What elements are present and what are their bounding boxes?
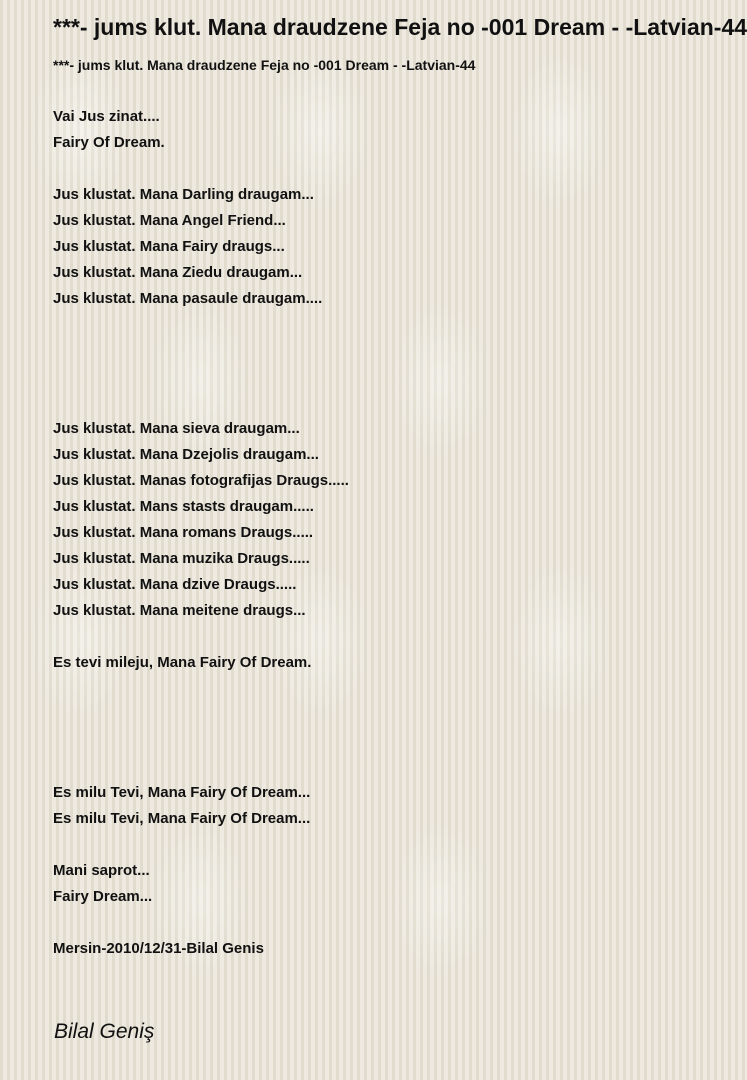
poem-line: Jus klustat. Mana romans Draugs..... xyxy=(53,524,314,541)
poem-line: Jus klustat. Mana Fairy draugs... xyxy=(53,238,285,255)
poem-line: Es tevi mileju, Mana Fairy Of Dream. xyxy=(53,654,312,671)
author-name: Bilal Geniş xyxy=(54,1020,155,1043)
poem-line: Jus klustat. Mana pasaule draugam.... xyxy=(53,290,323,307)
poem-line: Jus klustat. Mans stasts draugam..... xyxy=(53,498,314,515)
poem-line: Es milu Tevi, Mana Fairy Of Dream... xyxy=(53,784,311,801)
poem-line: Vai Jus zinat.... xyxy=(53,108,160,125)
poem-line: Jus klustat. Mana meitene draugs... xyxy=(53,602,306,619)
poem-line: Jus klustat. Mana Angel Friend... xyxy=(53,212,286,229)
poem-line: Fairy Dream... xyxy=(53,888,153,905)
poem-line: Jus klustat. Mana sieva draugam... xyxy=(53,420,300,437)
stanza-break xyxy=(53,832,633,858)
stanza-break xyxy=(53,364,633,390)
poem-subtitle: ***- jums klut. Mana draudzene Feja no -001 Dream - -Latvian-44 xyxy=(53,57,476,73)
poem-body xyxy=(53,52,633,962)
stanza-break xyxy=(53,312,633,338)
stanza-break xyxy=(53,910,633,936)
poem-line: Jus klustat. Mana muzika Draugs..... xyxy=(53,550,310,567)
stanza-break xyxy=(53,156,633,182)
stanza-break xyxy=(53,754,633,780)
poem-line: Es milu Tevi, Mana Fairy Of Dream... xyxy=(53,810,311,827)
stanza-break xyxy=(53,78,633,104)
stanza-break xyxy=(53,338,633,364)
stanza-break xyxy=(53,390,633,416)
poem-signature-line: Mersin-2010/12/31-Bilal Genis xyxy=(53,940,264,957)
poem-line: Jus klustat. Mana Darling draugam... xyxy=(53,186,314,203)
stanza-break xyxy=(53,728,633,754)
poem-line: Fairy Of Dream. xyxy=(53,134,165,151)
poem-line: Jus klustat. Mana Ziedu draugam... xyxy=(53,264,303,281)
poem-line: Mani saprot... xyxy=(53,862,150,879)
stanza-break xyxy=(53,676,633,702)
stanza-break xyxy=(53,702,633,728)
poem-line: Jus klustat. Mana dzive Draugs..... xyxy=(53,576,297,593)
poem-line: Jus klustat. Mana Dzejolis draugam... xyxy=(53,446,319,463)
poem-title: ***- jums klut. Mana draudzene Feja no -001 Dream - -Latvian-44 xyxy=(53,14,747,40)
stanza-break xyxy=(53,624,633,650)
poem-line: Jus klustat. Manas fotografijas Draugs..... xyxy=(53,472,349,489)
